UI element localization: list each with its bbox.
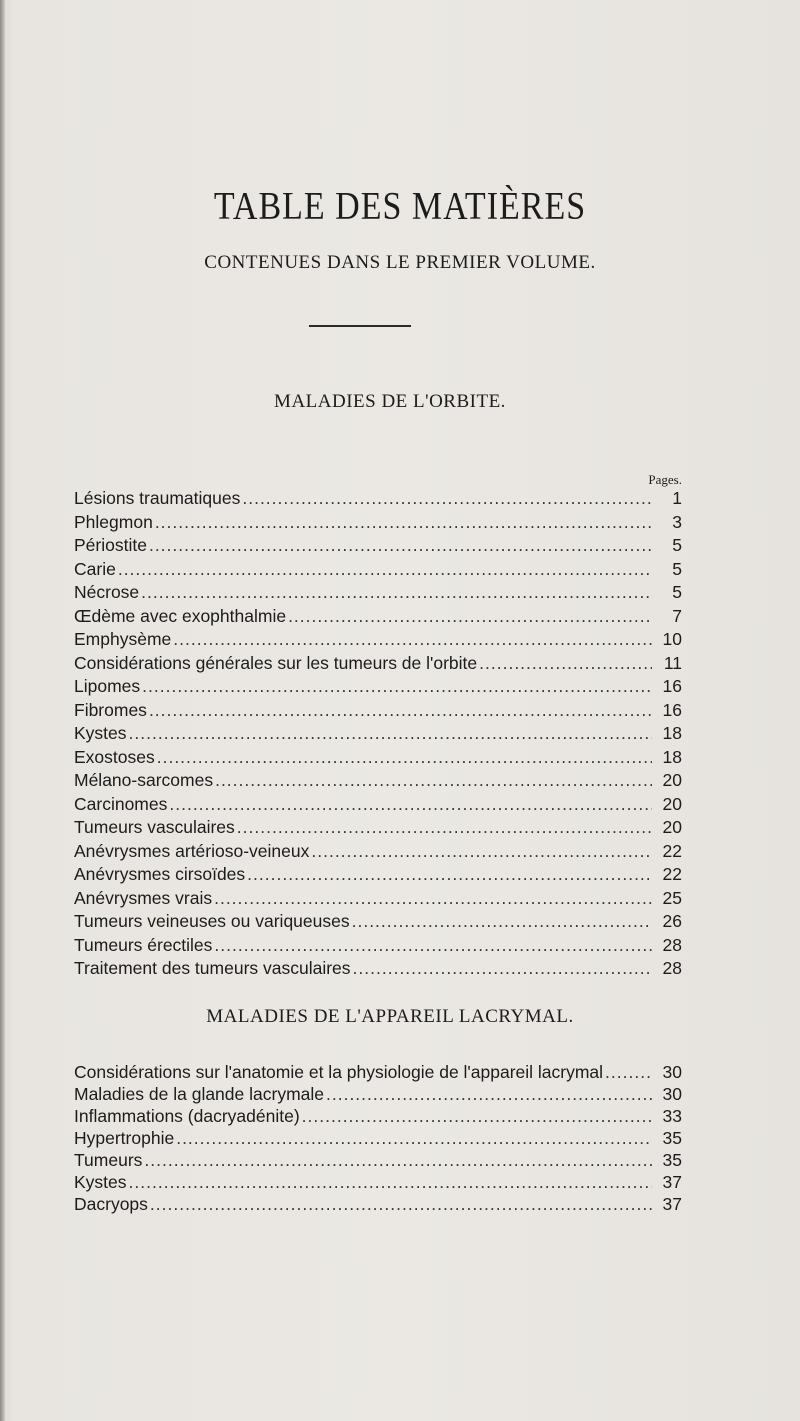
toc-entry (74, 1062, 682, 1084)
dot-leader (118, 559, 652, 580)
dot-leader (326, 1084, 652, 1105)
toc-entry-title: Hypertrophie (74, 1128, 175, 1148)
toc-entry-page: 20 (662, 793, 682, 814)
dot-leader (144, 1150, 652, 1171)
toc-entry (74, 653, 682, 677)
toc-entry-title: Lipomes (74, 676, 141, 696)
dot-leader (215, 770, 652, 791)
toc-entry-title: Kystes (74, 1172, 127, 1192)
dot-leader (129, 1172, 652, 1193)
dot-leader (353, 958, 652, 979)
dot-leader (157, 747, 652, 768)
dot-leader (302, 1106, 652, 1127)
dot-leader (237, 817, 652, 838)
toc-entry-title: Emphysème (74, 629, 172, 649)
dot-leader (176, 1128, 652, 1149)
toc-entry-title: Lésions traumatiques (74, 488, 241, 508)
toc-entry-title: Anévrysmes vrais (74, 887, 213, 908)
toc-entry (74, 606, 682, 630)
toc-entry-page: 20 (662, 817, 682, 837)
toc-entry (74, 864, 682, 888)
toc-entry-title: Considérations sur l'anatomie et la physiologie de l'appareil lacrymal (74, 1062, 604, 1082)
toc-entry (74, 1106, 682, 1128)
toc-entry-title: Maladies de la glande lacrymale (74, 1084, 324, 1104)
toc-entry-title: Périostite (74, 535, 147, 555)
toc-entry-page: 11 (663, 652, 682, 673)
toc-entry-page: 30 (662, 1084, 682, 1104)
toc-entry-page: 37 (662, 1172, 682, 1192)
toc-entry (74, 512, 682, 536)
toc-entry-title: Anévrysmes artérioso-veineux (74, 840, 310, 861)
toc-entry (74, 841, 682, 865)
toc-entry-page: 16 (662, 676, 682, 696)
toc-entry-title: Dacryops (74, 1194, 148, 1214)
dot-leader (142, 676, 652, 697)
toc-entry-page: 18 (662, 723, 682, 743)
toc-entry (74, 794, 682, 818)
toc-entry-page: 5 (672, 535, 682, 555)
dot-leader (288, 606, 652, 627)
toc-entry-page: 5 (672, 558, 682, 579)
dot-leader (141, 582, 652, 603)
toc-entry-page: 28 (662, 958, 682, 978)
dot-leader (242, 488, 652, 509)
toc-entry (74, 676, 682, 700)
toc-entry-title: Exostoses (74, 746, 155, 767)
dot-leader (129, 723, 652, 744)
toc-entry-page: 30 (662, 1062, 682, 1082)
dot-leader (169, 794, 652, 815)
toc-entry-page: 7 (672, 605, 682, 626)
toc-entry (74, 723, 682, 747)
toc-entry-page: 37 (662, 1194, 682, 1214)
toc-entry (74, 700, 682, 724)
toc-entry (74, 888, 682, 912)
dot-leader (173, 629, 652, 650)
toc-entry-title: Tumeurs (74, 1150, 143, 1170)
toc-entry-title: Nécrose (74, 582, 140, 602)
divider-rule (309, 325, 411, 327)
toc-entry-page: 18 (662, 746, 682, 767)
toc-entry-title: Mélano-sarcomes (74, 770, 214, 790)
dot-leader (247, 864, 652, 885)
dot-leader (149, 535, 652, 556)
toc-entry-title: Tumeurs vasculaires (74, 817, 235, 837)
toc-entry (74, 559, 682, 583)
dot-leader (605, 1062, 652, 1083)
section-title-lacrymal: MALADIES DE L'APPAREIL LACRYMAL. (206, 1006, 574, 1027)
toc-entry (74, 958, 682, 982)
toc-entry-title: Carie (74, 558, 116, 579)
toc-entry (74, 817, 682, 841)
page-title: TABLE DES MATIÈRES (213, 185, 587, 228)
pages-column-label: Pages. (648, 472, 682, 487)
toc-entry-page: 10 (662, 629, 682, 649)
toc-entry-title: Carcinomes (74, 793, 168, 814)
toc-entry-page: 28 (662, 934, 682, 955)
toc-entry-title: Œdème avec exophthalmie (74, 605, 287, 626)
page-subtitle: CONTENUES DANS LE PREMIER VOLUME. (204, 252, 596, 273)
toc-entry-title: Anévrysmes cirsoïdes (74, 864, 246, 884)
toc-entry (74, 1194, 682, 1216)
toc-entry (74, 629, 682, 653)
toc-list-orbite (74, 488, 682, 982)
toc-entry-page: 16 (662, 699, 682, 720)
toc-list-lacrymal (74, 1062, 682, 1216)
toc-entry-page: 35 (662, 1150, 682, 1170)
dot-leader (149, 700, 652, 721)
toc-entry (74, 911, 682, 935)
toc-entry (74, 535, 682, 559)
toc-entry-title: Phlegmon (74, 511, 153, 532)
dot-leader (214, 888, 652, 909)
toc-entry-page: 33 (662, 1106, 682, 1126)
dot-leader (150, 1194, 652, 1215)
toc-entry-page: 20 (662, 770, 682, 790)
toc-entry-page: 25 (662, 887, 682, 908)
toc-entry (74, 488, 682, 512)
toc-entry-page: 1 (672, 488, 682, 508)
dot-leader (352, 911, 652, 932)
toc-entry-title: Inflammations (dacryadénite) (74, 1106, 300, 1126)
toc-entry-page: 22 (662, 864, 682, 884)
toc-entry (74, 747, 682, 771)
toc-entry-title: Fibromes (74, 699, 147, 720)
dot-leader (311, 841, 652, 862)
toc-entry-page: 35 (662, 1128, 682, 1148)
dot-leader (479, 653, 652, 674)
toc-entry-title: Tumeurs érectiles (74, 934, 213, 955)
toc-entry (74, 1150, 682, 1172)
toc-entry (74, 1084, 682, 1106)
toc-entry-title: Kystes (74, 723, 127, 743)
toc-entry (74, 582, 682, 606)
toc-entry-page: 5 (672, 582, 682, 602)
toc-entry (74, 1172, 682, 1194)
toc-entry-title: Tumeurs veineuses ou variqueuses (74, 911, 350, 931)
toc-entry-page: 22 (662, 840, 682, 861)
dot-leader (155, 512, 652, 533)
toc-entry (74, 770, 682, 794)
toc-entry-title: Considérations générales sur les tumeurs de l'orbite (74, 652, 478, 673)
toc-entry-title: Traitement des tumeurs vasculaires (74, 958, 351, 978)
section-title-orbite: MALADIES DE L'ORBITE. (274, 391, 506, 412)
toc-entry (74, 935, 682, 959)
toc-entry-page: 3 (672, 511, 682, 532)
toc-entry (74, 1128, 682, 1150)
dot-leader (214, 935, 652, 956)
toc-entry-page: 26 (662, 911, 682, 931)
